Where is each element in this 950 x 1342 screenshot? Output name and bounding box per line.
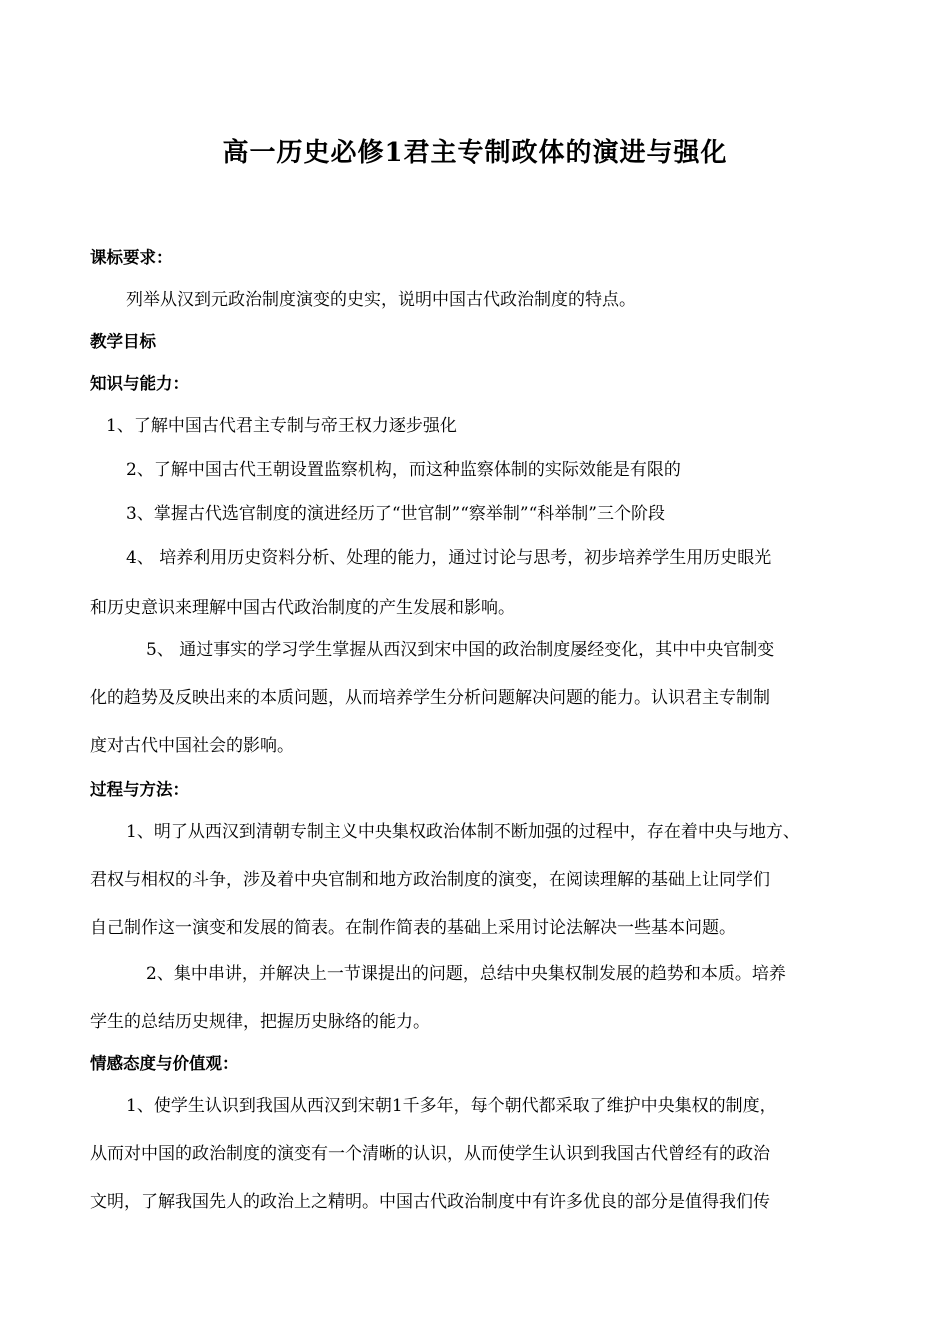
paragraph-line: 列举从汉到元政治制度演变的史实，说明中国古代政治制度的特点。: [126, 290, 636, 310]
paragraph-line: 学生的总结历史规律，把握历史脉络的能力。: [90, 1012, 430, 1032]
document-title: 高一历史必修1君主专制政体的演进与强化: [222, 138, 728, 168]
heading-knowledge-ability: 知识与能力：: [90, 374, 189, 393]
paragraph-line: 化的趋势及反映出来的本质问题，从而培养学生分析问题解决问题的能力。认识君主专制制: [90, 688, 770, 708]
paragraph-line: 文明，了解我国先人的政治上之精明。中国古代政治制度中有许多优良的部分是值得我们传: [90, 1192, 770, 1212]
list-item: 1、明了从西汉到清朝专制主义中央集权政治体制不断加强的过程中，存在着中央与地方、: [126, 822, 800, 842]
heading-emotion-values: 情感态度与价值观：: [90, 1054, 239, 1073]
list-item: 1、使学生认识到我国从西汉到宋朝1千多年，每个朝代都采取了维护中央集权的制度，: [126, 1096, 777, 1116]
list-item: 2、了解中国古代王朝设置监察机构，而这种监察体制的实际效能是有限的: [126, 460, 681, 480]
paragraph-line: 度对古代中国社会的影响。: [90, 736, 294, 756]
heading-teaching-goals: 教学目标: [90, 332, 156, 351]
list-item: 3、掌握古代选官制度的演进经历了“世官制”“察举制”“科举制”三个阶段: [126, 504, 665, 524]
paragraph-line: 自己制作这一演变和发展的简表。在制作简表的基础上采用讨论法解决一些基本问题。: [90, 918, 736, 938]
list-item: 4、 培养利用历史资料分析、处理的能力，通过讨论与思考，初步培养学生用历史眼光: [126, 548, 772, 568]
list-item: 5、 通过事实的学习学生掌握从西汉到宋中国的政治制度屡经变化，其中中央官制变: [146, 640, 775, 660]
list-item: 1、了解中国古代君主专制与帝王权力逐步强化: [106, 416, 457, 436]
paragraph-line: 从而对中国的政治制度的演变有一个清晰的认识，从而使学生认识到我国古代曾经有的政治: [90, 1144, 770, 1164]
heading-process-method: 过程与方法：: [90, 780, 189, 799]
paragraph-line: 君权与相权的斗争，涉及着中央官制和地方政治制度的演变，在阅读理解的基础上让同学们: [90, 870, 770, 890]
paragraph-line: 和历史意识来理解中国古代政治制度的产生发展和影响。: [90, 598, 515, 618]
heading-curriculum: 课标要求：: [90, 248, 173, 267]
list-item: 2、集中串讲，并解决上一节课提出的问题，总结中央集权制发展的趋势和本质。培养: [146, 964, 786, 984]
